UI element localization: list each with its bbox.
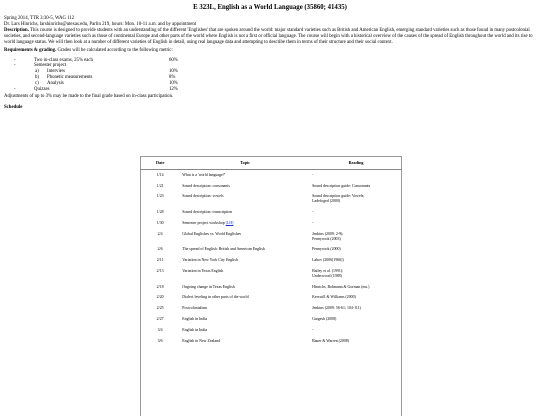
- schedule-table: [140, 157, 402, 347]
- schedule-row: [140, 207, 402, 218]
- list-dash: -: [14, 87, 16, 93]
- schedule-reading: Hinrichs, Bohmann & Gorman (ms.): [312, 284, 370, 289]
- grading-item-percent: 10%: [169, 81, 178, 87]
- schedule-topic: Dialect leveling in other parts of the world: [182, 295, 249, 300]
- schedule-row: [140, 255, 402, 266]
- schedule-topic-cell: [180, 303, 310, 314]
- schedule-reading: Gargesh (2008): [312, 317, 337, 322]
- schedule-date: 1/30: [156, 220, 164, 225]
- schedule-topic-cell: [180, 169, 310, 180]
- adjustments-note: Adjustments of up to 3% may be made to the final grade based on in-class participation.: [4, 93, 174, 99]
- grading-subitem-marker: b): [35, 75, 39, 81]
- schedule-topic: The spread of English: British and American English: [182, 247, 265, 252]
- schedule-date: 2/20: [156, 295, 164, 300]
- description-label: Description.: [4, 28, 29, 34]
- schedule-reading: Jenkins (2009: 2-9);: [312, 231, 344, 236]
- schedule-topic-cell: [180, 229, 310, 245]
- schedule-topic-cell: [180, 314, 310, 325]
- schedule-reading-cell: [310, 169, 402, 180]
- schedule-row: [140, 245, 402, 256]
- schedule-reading-cell: [310, 314, 402, 325]
- schedule-date: 3/6: [157, 338, 163, 343]
- schedule-topic: Postcolonialism: [182, 306, 208, 311]
- schedule-row: [140, 181, 402, 192]
- schedule-date: 1/23: [156, 194, 164, 199]
- page-title: E 323L, English as a World Language (35860; 41435): [193, 4, 347, 11]
- schedule-topic-cell: [180, 245, 310, 256]
- schedule-reading-cell: [310, 218, 402, 229]
- schedule-topic: English in India: [182, 317, 208, 322]
- schedule-reading: Bailey et al. (1991);: [312, 268, 344, 273]
- grading-subitem-label: Phonetic measurements: [47, 75, 93, 81]
- schedule-reading: Jenkins (2009: 56-61; 104-111): [312, 306, 361, 311]
- reading-column-header: Reading: [310, 157, 402, 169]
- schedule-reading-cell: [310, 282, 402, 293]
- schedule-topic: Ongoing change in Texas English: [182, 284, 235, 289]
- schedule-reading: Kerswill & Williams (2000): [312, 295, 356, 300]
- schedule-topic-cell: [180, 325, 310, 336]
- schedule-date: 1/14: [156, 172, 164, 177]
- schedule-header-row: [140, 157, 402, 169]
- schedule-reading: -: [312, 172, 314, 177]
- grading-item-label: Semester project: [34, 63, 67, 69]
- schedule-row: [140, 169, 402, 180]
- schedule-reading: -: [312, 210, 314, 215]
- schedule-date: 2/18: [156, 284, 164, 289]
- schedule-date: 2/11: [156, 258, 164, 263]
- schedule-row: [140, 303, 402, 314]
- schedule-date: 2/27: [156, 317, 164, 322]
- grading-subitem-marker: a): [35, 69, 39, 75]
- requirements-label: Requirements & grading.: [4, 48, 57, 54]
- schedule-date: 2/25: [156, 306, 164, 311]
- schedule-row: [140, 192, 402, 208]
- description-paragraph: [4, 28, 536, 46]
- list-dash: -: [14, 63, 16, 69]
- schedule-reading: Bauer & Warren (2008): [312, 338, 349, 343]
- schedule-reading: Sound description guide: Vowels;: [312, 194, 365, 199]
- schedule-topic: Semester project workshop: [182, 220, 225, 225]
- schedule-topic: Sound description: vowels: [182, 194, 224, 199]
- date-column-header: Date: [140, 157, 180, 169]
- schedule-topic: English in India: [182, 327, 208, 332]
- schedule-reading-cell: [310, 303, 402, 314]
- schedule-topic-cell: [180, 192, 310, 208]
- schedule-topic: Sound description: consonants: [182, 183, 230, 188]
- topic-column-header: Topic: [180, 157, 310, 169]
- schedule-row: [140, 282, 402, 293]
- grading-subitem-label: Interview: [47, 69, 66, 75]
- schedule-row: [140, 293, 402, 304]
- schedule-topic-cell: [180, 282, 310, 293]
- schedule-reading: Ladefoged (2000): [312, 199, 341, 204]
- schedule-row: [140, 314, 402, 325]
- requirements-paragraph: [4, 48, 536, 54]
- schedule-reading: Labov (2006[1966]): [312, 258, 344, 263]
- schedule-topic-cell: [180, 336, 310, 347]
- schedule-reading: Pennycook (2000): [312, 247, 341, 252]
- grading-item-label: Quizzes: [34, 87, 50, 93]
- topic-link[interactable]: [LH]: [225, 220, 234, 225]
- schedule-topic: What is a 'world language?': [182, 172, 226, 177]
- schedule-reading-cell: [310, 229, 402, 245]
- schedule-reading-cell: [310, 192, 402, 208]
- list-dash: -: [14, 57, 16, 63]
- schedule-reading-cell: [310, 325, 402, 336]
- grading-subitem-marker: c): [35, 81, 39, 87]
- schedule-topic-cell: [180, 181, 310, 192]
- course-info-line: Spring 2014, TTR 3:30-5, WAG 112: [4, 16, 75, 21]
- schedule-date: 2/6: [157, 247, 163, 252]
- schedule-reading-cell: [310, 181, 402, 192]
- schedule-topic-cell: [180, 255, 310, 266]
- schedule-date: 1/28: [156, 210, 164, 215]
- schedule-reading-cell: [310, 207, 402, 218]
- schedule-topic: Global Englishes vs. World Englishes: [182, 231, 242, 236]
- schedule-reading-cell: [310, 336, 402, 347]
- schedule-topic: Variation in Texas English: [182, 268, 224, 273]
- grading-subitem-label: Analysis: [47, 81, 64, 87]
- grading-item-label: Two in-class exams, 25% each: [34, 57, 93, 63]
- schedule-reading: -: [312, 220, 314, 225]
- schedule-row: [140, 218, 402, 229]
- schedule-row: [140, 266, 402, 282]
- schedule-topic: Sound description: transcription: [182, 210, 233, 215]
- schedule-date: 2/13: [156, 268, 164, 273]
- schedule-date: 1/21: [156, 183, 164, 188]
- schedule-reading-cell: [310, 255, 402, 266]
- grading-item-percent: 60%: [169, 57, 178, 63]
- requirements-text: Grades will be calculated according to the following metric:: [56, 48, 173, 54]
- schedule-topic: Variation in New York City English: [182, 258, 238, 263]
- schedule-reading: Underwood (1988): [312, 273, 342, 278]
- schedule-reading: Pennycook (2003): [312, 236, 341, 241]
- schedule-heading: Schedule: [4, 105, 23, 110]
- schedule-row: [140, 229, 402, 245]
- grading-list: [4, 58, 536, 93]
- grading-item-percent: 8%: [169, 75, 176, 81]
- schedule-topic-cell: [180, 293, 310, 304]
- schedule-date: 2/4: [157, 231, 163, 236]
- schedule-row: [140, 336, 402, 347]
- grading-item-percent: 10%: [169, 69, 178, 75]
- schedule-date: 3/4: [157, 327, 163, 332]
- schedule-row: [140, 325, 402, 336]
- schedule-reading-cell: [310, 266, 402, 282]
- schedule-reading: Sound description guide: Consonants: [312, 183, 371, 188]
- schedule-reading-cell: [310, 245, 402, 256]
- schedule-reading: -: [312, 327, 314, 332]
- schedule-reading-cell: [310, 293, 402, 304]
- schedule-topic-cell: [180, 218, 310, 229]
- schedule-topic-cell: [180, 266, 310, 282]
- description-text: This course is designed to provide students with an understanding of the different 'Englishes' that are spoken around the world: major standard varieties such as British and American English, emerging standard varieties such as those found in many postcolonial societies, and second-language varieties such as those of continental Europe and other parts of the world where English is not a first or official language. The course will begin with a historical overview of the causes of the spread of English throughout the world and its rise to world language status. We will then look at a number of different varieties of English in detail, using real language data and attempting to describe them in terms of their structure and their social context.: [4, 28, 533, 46]
- grading-item: [4, 87, 536, 93]
- schedule-topic-cell: [180, 207, 310, 218]
- instructor-info-line: Dr. Lars Hinrichs, larshinrichs@utexas.edu, Parlin 219, hours: Mon. 10-11 a.m. and by appointment: [4, 22, 197, 28]
- schedule-topic: English in New Zealand: [182, 338, 220, 343]
- grading-item-percent: 12%: [169, 87, 178, 93]
